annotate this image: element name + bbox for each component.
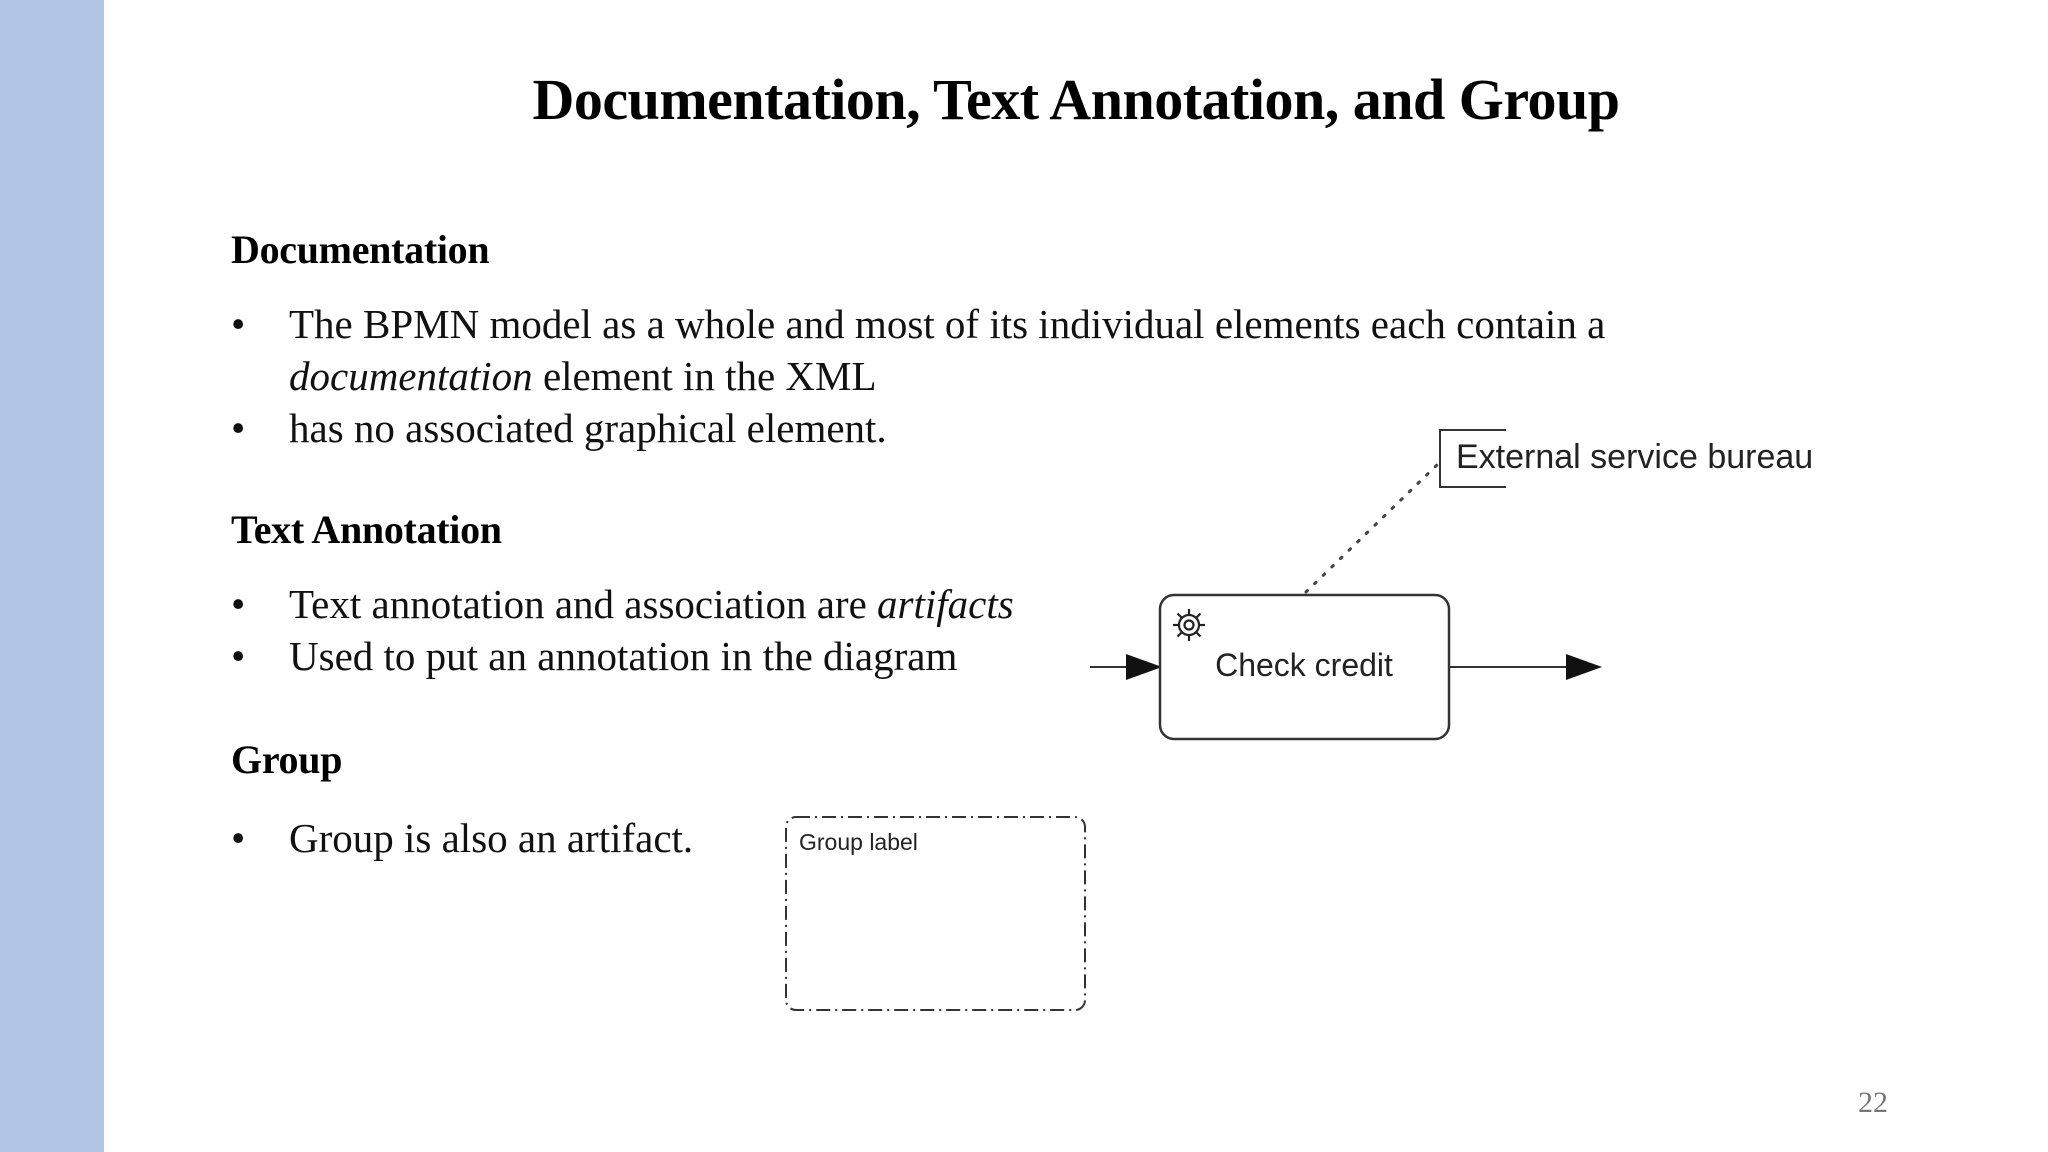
bullet-italic-text: documentation xyxy=(289,353,533,399)
bullet-italic-text: artifacts xyxy=(877,581,1014,627)
page-number: 22 xyxy=(1858,1086,1888,1119)
group-label: Group label xyxy=(799,829,918,855)
bullet-text-tail: element in the XML xyxy=(532,353,877,399)
slide-title: Documentation, Text Annotation, and Group xyxy=(532,67,1620,132)
bullet-text: The BPMN model as a whole and most of its individual elements each contain a xyxy=(289,301,1606,347)
documentation-heading: Documentation xyxy=(231,227,490,272)
association-line xyxy=(1306,462,1440,592)
annotation-label: External service bureau xyxy=(1456,438,1814,476)
task-label: Check credit xyxy=(1215,647,1393,683)
list-item: • Used to put an annotation in the diagram xyxy=(231,630,1131,682)
group-box xyxy=(786,817,1085,1010)
list-item: • Group is also an artifact. xyxy=(231,812,831,864)
outgoing-sequence-flow xyxy=(1449,654,1602,680)
task-check-credit xyxy=(1160,595,1449,739)
text-annotation xyxy=(1440,430,1813,487)
text-annotation-heading: Text Annotation xyxy=(231,507,502,552)
incoming-sequence-flow xyxy=(1090,654,1162,680)
list-item: • has no associated graphical element. xyxy=(231,402,1751,454)
group-heading: Group xyxy=(231,737,343,782)
bullet-text: Text annotation and association are xyxy=(289,581,878,627)
